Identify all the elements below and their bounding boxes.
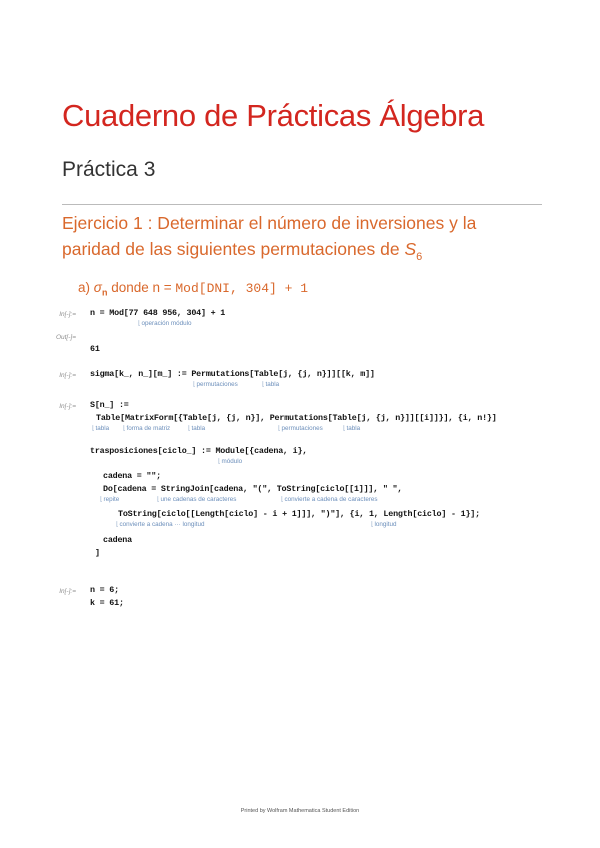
notebook-subtitle: Práctica 3: [62, 158, 156, 181]
item-sigma: σ: [93, 280, 102, 295]
section-heading-line1: Ejercicio 1 : Determinar el número de inversiones y la: [62, 213, 477, 233]
input-cell-code[interactable]: ToString[ciclo[[Length[ciclo] - i + 1]]], ")"], {i, 1, Length[ciclo] - 1}];: [118, 509, 480, 519]
usage-hint: ⌊ tabla: [188, 425, 205, 432]
input-label: In[-]:=: [59, 372, 76, 379]
usage-hint: ⌊ longitud: [371, 521, 397, 528]
notebook-title: Cuaderno de Prácticas Álgebra: [62, 98, 485, 133]
item-text: donde n =: [107, 280, 176, 295]
usage-hint: ⌊ módulo: [218, 458, 242, 465]
section-symbol: S: [404, 239, 417, 259]
usage-hint: ⌊ convierte a cadena de caracteres: [281, 496, 378, 503]
input-label: In[-]:=: [59, 311, 76, 318]
print-footer: Printed by Wolfram Mathematica Student Edition: [240, 808, 360, 814]
usage-hint: ⌊ permutaciones: [193, 381, 238, 388]
input-cell-code[interactable]: S[n_] :=: [90, 400, 129, 410]
usage-hint: ⌊ tabla: [343, 425, 360, 432]
item-label: a): [78, 280, 91, 295]
input-cell-code[interactable]: sigma[k_, n_][m_] := Permutations[Table[j, {j, n}]][[k, m]]: [90, 369, 375, 379]
usage-hint: ⌊ operación módulo: [138, 320, 192, 327]
usage-hint: ⌊ convierte a cadena ··· longitud: [116, 521, 205, 528]
input-cell-code[interactable]: Table[MatrixForm[{Table[j, {j, n}], Permutations[Table[j, {j, n}]][[i]]}], {i, n!}]: [96, 413, 497, 423]
section-heading-line2: [62, 237, 548, 270]
input-cell-code[interactable]: k = 61;: [90, 598, 124, 608]
output-label: Out[-]=: [55, 334, 76, 341]
input-cell-code[interactable]: n = Mod[77 648 956, 304] + 1: [90, 308, 226, 318]
input-cell-code[interactable]: cadena: [103, 535, 132, 545]
input-cell-code[interactable]: Do[cadena = StringJoin[cadena, "(", ToString[ciclo[[1]]], " ",: [103, 484, 403, 494]
usage-hint: ⌊ repite: [100, 496, 119, 503]
section-heading-text: paridad de las siguientes permutaciones de: [62, 239, 405, 259]
input-label: In[-]:=: [59, 403, 76, 410]
usage-hint: ⌊ une cadenas de caracteres: [157, 496, 236, 503]
item-sigma-subscript: n: [101, 287, 108, 298]
output-cell-value: 61: [90, 344, 100, 354]
exercise-item: [78, 280, 308, 298]
input-cell-code[interactable]: n = 6;: [90, 585, 119, 595]
usage-hint: ⌊ tabla: [92, 425, 109, 432]
usage-hint: ⌊ forma de matriz: [123, 425, 170, 432]
section-divider: [62, 204, 542, 205]
usage-hint: ⌊ permutaciones: [278, 425, 323, 432]
input-cell-code[interactable]: trasposiciones[ciclo_] := Module[{cadena, i},: [90, 446, 308, 456]
input-cell-code[interactable]: ]: [95, 548, 100, 558]
section-symbol-subscript: 6: [416, 250, 423, 263]
input-cell-code[interactable]: cadena = "";: [103, 471, 161, 481]
item-code: Mod[DNI, 304] + 1: [175, 281, 308, 296]
input-label: In[-]:=: [59, 588, 76, 595]
usage-hint: ⌊ tabla: [262, 381, 279, 388]
